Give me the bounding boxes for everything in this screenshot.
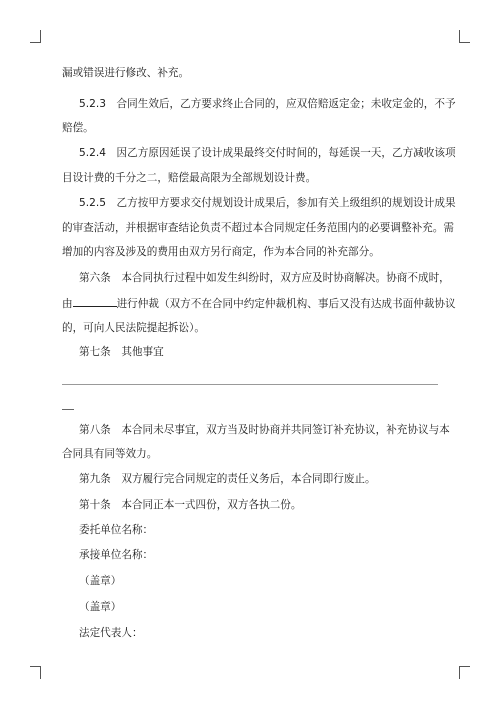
- arbitration-prefix: 由: [62, 298, 73, 310]
- paragraph-line: 赔偿。: [62, 122, 94, 134]
- arbitration-line: [62, 296, 456, 311]
- clause-5-2-3: 5.2.3 合同生效后，乙方要求终止合同的，应双倍赔返定金；未收定金的，不予: [79, 98, 456, 110]
- arbitration-blank-field[interactable]: [73, 296, 117, 307]
- paragraph-line: 漏或错误进行修改、补充。: [62, 67, 190, 79]
- paragraph-line: 的，可向人民法院提起拆讼）。: [62, 322, 206, 334]
- clause-5-2-5: 5.2.5 乙方按甲方要求交付规划设计成果后，参加有关上级组织的规划设计成果: [79, 197, 456, 209]
- short-rule: [62, 409, 74, 410]
- article-8: 第八条 本合同未尽事宜，双方当及时协商并共同签订补充协议，补充协议与本: [79, 424, 450, 436]
- paragraph-line: 目设计费的千分之二，赔偿最高限为全部规划设计费。: [62, 172, 317, 184]
- crop-mark-top-left: [30, 30, 41, 43]
- article-9: 第九条 双方履行完合同规定的责任义务后，本合同即行废止。: [79, 473, 376, 485]
- clause-5-2-4: 5.2.4 因乙方原因延误了设计成果最终交付时间的，每延误一天，乙方减收该项: [79, 147, 456, 159]
- article-10: 第十条 本合同正本一式四份，双方各执二份。: [79, 499, 302, 511]
- paragraph-line: 合同具有同等效力。: [62, 448, 158, 460]
- article-7: 第七条 其他事宜: [79, 346, 164, 358]
- paragraph-line: 增加的内容及涉及的费用由双方另行商定，作为本合同的补充部分。: [62, 246, 380, 258]
- arbitration-text: 进行仲裁（双方不在合同中约定仲裁机构、事后又没有达成书面仲裁协议: [116, 298, 456, 310]
- blank-fill-line: [62, 384, 438, 385]
- seal-label: （盖章）: [79, 601, 122, 613]
- crop-mark-top-right: [459, 30, 470, 43]
- seal-label: （盖章）: [79, 575, 122, 587]
- crop-mark-bottom-left: [30, 666, 41, 679]
- paragraph-line: 的审查活动，并根据审查结论负责不超过本合同规定任务范围内的必要调整补充。需: [62, 222, 454, 234]
- crop-mark-bottom-right: [459, 666, 470, 679]
- contractor-name-label: 承接单位名称：: [79, 549, 154, 561]
- article-6: 第六条 本合同执行过程中如发生纠纷时，双方应及时协商解决。协商不成时，: [79, 272, 450, 284]
- client-name-label: 委托单位名称：: [79, 524, 154, 536]
- legal-representative-label: 法定代表人：: [79, 627, 143, 639]
